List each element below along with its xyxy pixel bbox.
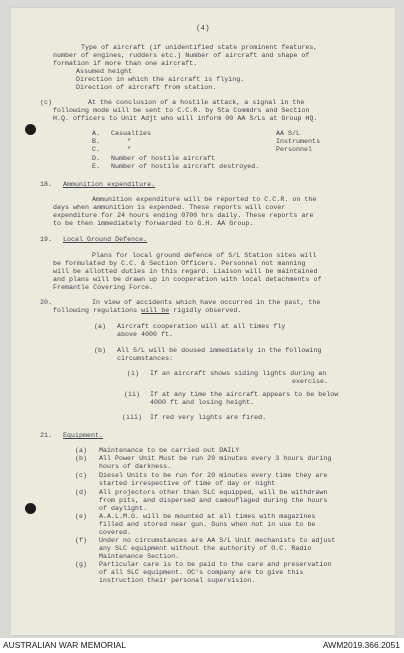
aircraft-line-3: formation if more than one aircraft. <box>53 60 198 67</box>
punch-hole-bottom <box>25 503 36 514</box>
sec21-number: 21. <box>40 432 53 439</box>
sec20-ii-label: (ii) <box>124 391 141 398</box>
para-c-line-3: H.Q. officers to Unit Adjt who will inform 00 AA S/Ls at Group HQ. <box>53 115 318 122</box>
list-right: AA S/L <box>276 130 301 137</box>
sec18-number: 18. <box>40 181 53 188</box>
list-text: " <box>127 146 132 153</box>
sec19-line-3: will be allotted duties in this regard. Liaison will be maintained <box>53 268 318 275</box>
sec21-heading: Equipment. <box>63 432 104 439</box>
sec20-b-label: (b) <box>94 347 107 354</box>
sec21-e-line-2: filled and stored near gun. Guns when not in use to be <box>99 521 316 528</box>
sec21-a-label: (a) <box>75 447 88 454</box>
list-text: Number of hostile aircraft destroyed. <box>111 163 260 170</box>
sec21-b-label: (b) <box>75 455 88 462</box>
sec19-heading: Local Ground Defence. <box>63 236 148 243</box>
para-c-line-2: following mode will be sent to C.C.R. by Sta Commdrs and Section <box>53 107 310 114</box>
sec20-b-line-2: circumstances: <box>117 355 174 362</box>
sec20-b-line-1: All S/L will be doused immediately in the following <box>117 347 322 354</box>
list-letter: E. <box>92 163 101 170</box>
sec19-line-5: Fremantle Covering Force. <box>53 284 154 291</box>
sec21-c-label: (c) <box>75 472 88 479</box>
sec20-iii-line-1: If red very lights are fired. <box>150 414 267 421</box>
sec21-d-label: (d) <box>75 489 88 496</box>
list-letter: D. <box>92 155 101 162</box>
sec21-d-line-2: from pits, and dispersed and camouflaged during the hours <box>99 497 328 504</box>
list-letter: C. <box>92 146 101 153</box>
sec21-f-line-2: any SLC equipment without the authority of O.C. Radio <box>99 545 312 552</box>
sec21-f-line-1: Under no circumstances are AA S/L Unit mechanists to adjust <box>99 537 336 544</box>
sec20-a-line-1: Aircraft cooperation will at all times fly <box>117 323 286 330</box>
list-right: Instruments <box>276 138 321 145</box>
sec19-line-4: and plans will be drawn up in cooperation with local detachments of <box>53 276 322 283</box>
sec20-ii-line-2: 4000 ft and losing height. <box>150 399 255 406</box>
sec20-ii-line-1: If at any time the aircraft appears to be below <box>150 391 339 398</box>
aircraft-line-6: Direction of aircraft from station. <box>76 84 217 91</box>
sec21-g-line-2: of all SLC equipment. OC's company are to give this <box>99 569 304 576</box>
sec21-f-label: (f) <box>75 537 88 544</box>
sec21-b-line-1: All Power Unit Must be run 20 minutes every 3 hours during <box>99 455 332 462</box>
page-number: (4) <box>196 25 210 33</box>
sec21-b-line-2: hours of darkness. <box>99 463 172 470</box>
aircraft-line-2: number of engines, rudders etc.) Number of aircraft and shape of <box>53 52 310 59</box>
sec20-i-line-1: If an aircraft shows siding lights during an <box>150 370 327 377</box>
sec18-line-2: days when ammunition is expended. These reports will cover <box>53 204 286 211</box>
aircraft-line-4: Assumed height <box>76 68 133 75</box>
sec21-d-line-1: All projectors other than SLC equipped, will be withdrawn <box>99 489 328 496</box>
footer-institution: AUSTRALIAN WAR MEMORIAL <box>3 640 126 650</box>
sec18-line-4: to be then immediately forwarded to G.H. AA Group. <box>53 220 254 227</box>
sec21-a-line-1: Maintenance to be carried out DAILY <box>99 447 240 454</box>
list-text: Number of hostile aircraft <box>111 155 216 162</box>
sec21-g-line-1: Particular care is to be paid to the care and preservation <box>99 561 332 568</box>
sec20-a-label: (a) <box>94 323 107 330</box>
list-right: Personnel <box>276 146 313 153</box>
sec20-i-label: (i) <box>127 370 140 377</box>
sec18-line-1: Ammunition expenditure will be reported to C.C.R. on the <box>92 196 317 203</box>
sec20-i-line-2: exercise. <box>292 378 329 385</box>
sec20-line-1: In view of accidents which have occurred in the past, the <box>92 299 321 306</box>
sec19-line-1: Plans for local ground defence of S/L Station sites will <box>92 252 317 259</box>
sec21-c-line-2: started irrespective of time of day or night <box>99 480 276 487</box>
sec19-line-2: be formulated by C.C. & Section Officers. Personnel not manning <box>53 260 306 267</box>
sec20-iii-label: (iii) <box>122 414 143 421</box>
sec20-number: 20. <box>40 299 53 306</box>
sec20-a-line-2: above 4000 ft. <box>117 331 174 338</box>
list-letter: A. <box>92 130 101 137</box>
list-text: " <box>127 138 132 145</box>
sec19-number: 19. <box>40 236 53 243</box>
sec21-g-label: (g) <box>75 561 88 568</box>
aircraft-line-1: Type of aircraft (if unidentified state prominent features, <box>81 44 318 51</box>
sec21-e-label: (e) <box>75 513 88 520</box>
sec21-e-line-3: covered. <box>99 529 132 536</box>
para-c-label: (c) <box>40 99 53 106</box>
sec21-d-line-3: of daylight. <box>99 505 148 512</box>
list-letter: B. <box>92 138 101 145</box>
para-c-line-1: At the conclusion of a hostile attack, a signal in the <box>88 99 305 106</box>
footer-accession-number: AWM2019.366.2051 <box>322 640 400 650</box>
sec21-e-line-1: A.A.L.M.G. will be mounted at all times with magazines <box>99 513 316 520</box>
punch-hole-top <box>25 124 36 135</box>
sec21-c-line-1: Diesel Units to be run for 20 minutes every time they are <box>99 472 328 479</box>
list-text: Casualties <box>111 130 152 137</box>
sec20-line-2: following regulations will be rigidly observed. <box>53 307 242 314</box>
aircraft-line-5: Direction in which the aircraft is flying. <box>76 76 245 83</box>
sec18-heading: Ammunition expenditure. <box>63 181 156 188</box>
sec18-line-3: expenditure for 24 hours ending 0700 hrs daily. These reports are <box>53 212 314 219</box>
sec21-f-line-3: Maintenance Section. <box>99 553 180 560</box>
sec21-g-line-3: instruction their personal supervision. <box>99 577 256 584</box>
